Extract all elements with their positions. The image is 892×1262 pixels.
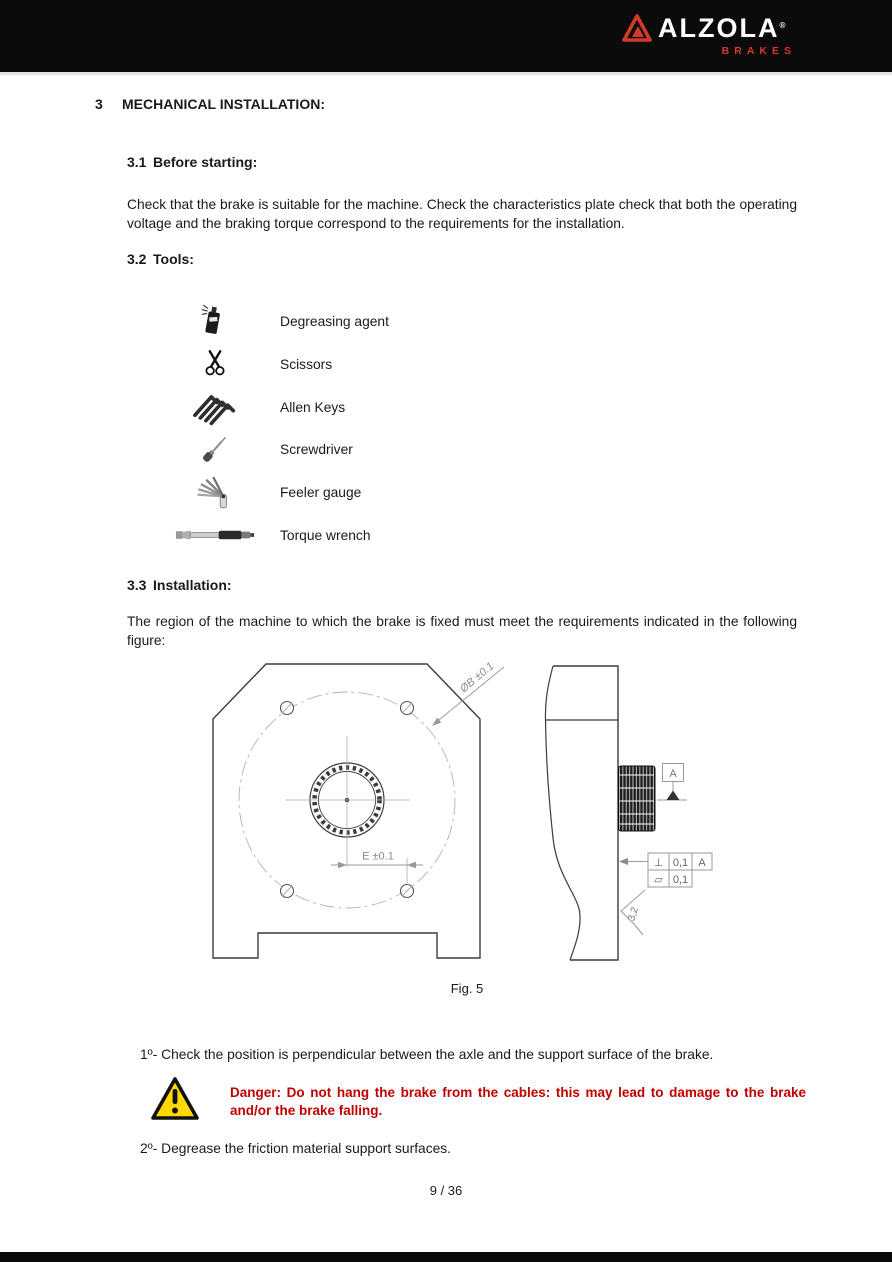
page-number: 9 / 36 <box>429 1183 463 1198</box>
subsection-title: Before starting: <box>153 154 258 170</box>
installation-drawing <box>195 653 725 968</box>
subsection-3-2-heading <box>127 251 194 267</box>
header-bar <box>0 0 892 75</box>
tool-row <box>160 471 580 513</box>
roughness-symbol <box>621 890 645 935</box>
tool-label: Torque wrench <box>280 527 371 543</box>
tool-label: Feeler gauge <box>280 484 362 500</box>
figure-caption: Fig. 5 <box>450 981 484 996</box>
subsection-title: Tools: <box>153 251 194 267</box>
brand-subtitle: BRAKES <box>721 45 796 57</box>
feeler-gauge-icon <box>194 473 236 511</box>
section-number: 3 <box>95 96 103 112</box>
hole-spacing-dimension: E ±0.1 <box>362 850 394 863</box>
step-1-text: 1º- Check the position is perpendicular between the axle and the support surface of the brake. <box>140 1047 714 1062</box>
perpendicularity-symbol: ⊥ <box>653 857 664 869</box>
footer-bar <box>0 1252 892 1262</box>
warning-triangle-icon <box>151 1076 199 1122</box>
section-title: MECHANICAL INSTALLATION: <box>122 96 325 112</box>
scissors-icon <box>200 346 230 382</box>
side-view <box>545 666 712 960</box>
tool-label: Screwdriver <box>280 441 353 457</box>
brand-name: ALZOLA® <box>658 13 788 43</box>
feature-control-frame <box>619 853 712 887</box>
tool-row <box>160 514 580 556</box>
spray-can-icon <box>198 302 232 340</box>
perpendicularity-datum: A <box>698 857 706 869</box>
roughness-value: 3,2 <box>626 905 642 923</box>
tool-label: Allen Keys <box>280 399 346 415</box>
tool-row <box>160 386 580 428</box>
subsection-3-1-heading <box>127 154 257 170</box>
paragraph-installation: The region of the machine to which the brake is fixed must meet the requirements indicated in the following figure: <box>127 614 797 648</box>
subsection-number: 3.2 <box>127 251 147 267</box>
screwdriver-icon <box>197 430 233 468</box>
front-view <box>213 660 504 958</box>
subsection-number: 3.1 <box>127 154 147 170</box>
tool-row <box>160 428 580 470</box>
subsection-title: Installation: <box>153 577 232 593</box>
tool-row <box>160 343 580 385</box>
subsection-number: 3.3 <box>127 577 147 593</box>
brand-logo <box>622 13 798 61</box>
brand-registered-mark: ® <box>779 21 788 30</box>
datum-triangle <box>667 791 680 801</box>
flatness-value: 0,1 <box>672 874 689 886</box>
section-heading <box>95 96 325 112</box>
subsection-3-3-heading <box>127 577 232 593</box>
tool-label: Degreasing agent <box>280 313 389 329</box>
danger-text: Danger: Do not hang the brake from the cables: this may lead to damage to the brake and/or the brake falling. <box>230 1085 806 1118</box>
tool-row <box>160 300 580 342</box>
allen-keys-icon <box>189 386 241 428</box>
torque-wrench-icon <box>175 525 255 545</box>
perpendicularity-value: 0,1 <box>672 857 689 869</box>
brand-triangle-icon <box>622 13 652 43</box>
step-2-text: 2º- Degrease the friction material support surfaces. <box>140 1141 452 1156</box>
paragraph-before-starting: Check that the brake is suitable for the machine. Check the characteristics plate check that both the operating voltage and the braking torque correspond to the requirements for the installation. <box>127 197 797 231</box>
splined-shaft <box>619 766 656 831</box>
tool-label: Scissors <box>280 356 333 372</box>
datum-flag-label: A <box>669 768 677 780</box>
flatness-symbol: ▱ <box>654 874 663 886</box>
bolt-circle-label: ØB ±0.1 <box>457 660 497 696</box>
